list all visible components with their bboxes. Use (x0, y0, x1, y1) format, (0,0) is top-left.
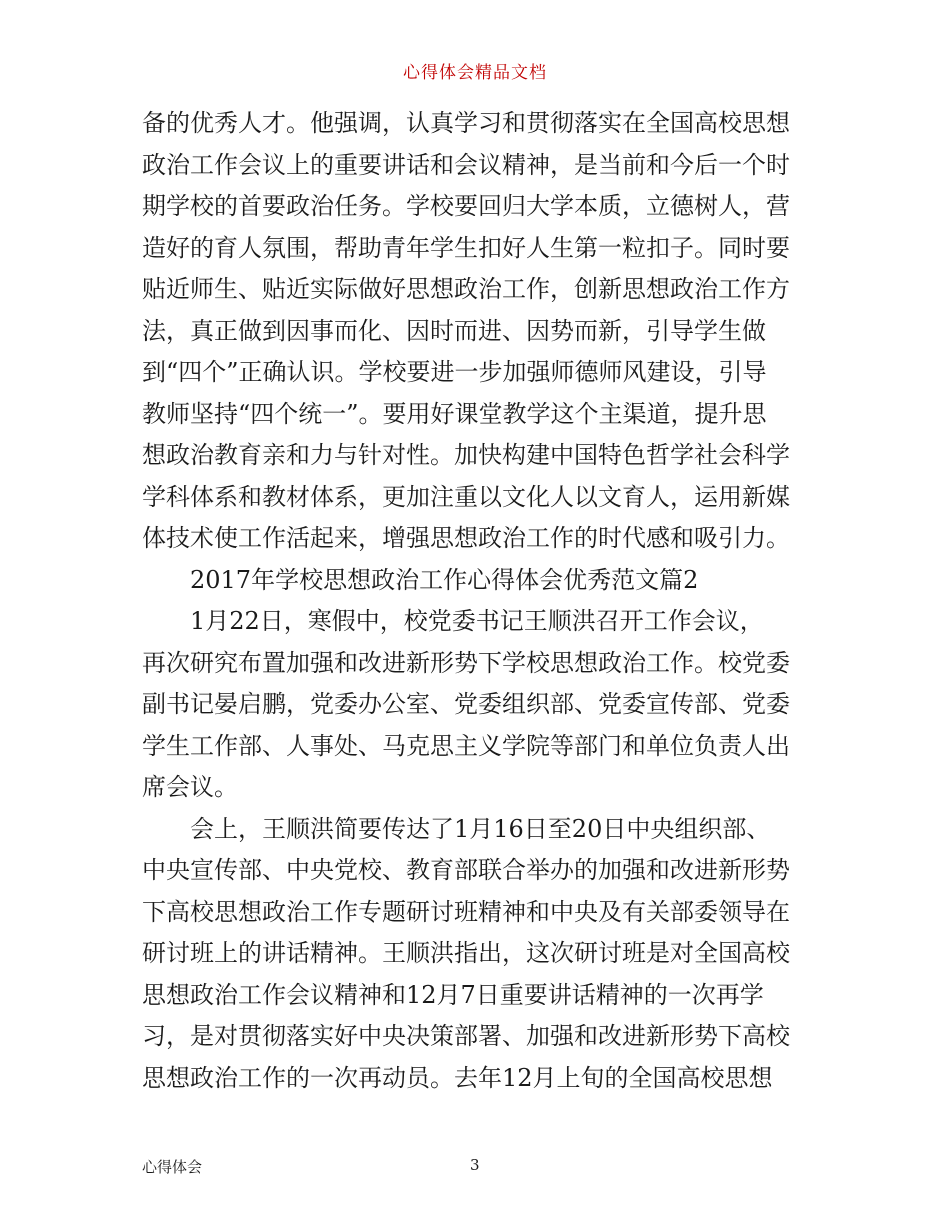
section-heading: 2017年学校思想政治工作心得体会优秀范文篇2 (142, 565, 699, 594)
text-line: 学科体系和教材体系，更加注重以文化人以文育人，运用新媒 (142, 482, 790, 511)
text-line: 期学校的首要政治任务。学校要回归大学本质，立德树人，营 (142, 192, 790, 220)
footer-label: 心得体会 (142, 1158, 203, 1176)
text-line: 政治工作会议上的重要讲话和会议精神，是当前和今后一个时 (142, 150, 790, 179)
text-line: 备的优秀人才。他强调，认真学习和贯彻落实在全国高校思想 (142, 109, 790, 137)
text-line: 教师坚持“四个统一”。要用好课堂教学这个主渠道，提升思 (142, 399, 767, 428)
text-line: 思想政治工作的一次再动员。去年12月上旬的全国高校思想 (142, 1063, 773, 1092)
text-line: 思想政治工作会议精神和12月7日重要讲话精神的一次再学 (142, 980, 764, 1009)
text-line: 研讨班上的讲话精神。王顺洪指出，这次研讨班是对全国高校 (142, 939, 790, 967)
text-line: 想政治教育亲和力与针对性。加快构建中国特色哲学社会科学 (142, 441, 790, 469)
text-line: 中央宣传部、中央党校、教育部联合举办的加强和改进新形势 (142, 856, 790, 884)
text-line: 下高校思想政治工作专题研讨班精神和中央及有关部委领导在 (142, 897, 790, 926)
text-line: 到“四个”正确认识。学校要进一步加强师德师风建设，引导 (142, 358, 767, 386)
text-line: 贴近师生、贴近实际做好思想政治工作，创新思想政治工作方 (142, 275, 790, 303)
page-header-title: 心得体会精品文档 (403, 63, 547, 83)
text-line: 再次研究布置加强和改进新形势下学校思想政治工作。校党委 (142, 648, 790, 677)
text-line: 习，是对贯彻落实好中央决策部署、加强和改进新形势下高校 (142, 1022, 790, 1050)
text-line: 副书记晏启鹏，党委办公室、党委组织部、党委宣传部、党委 (142, 690, 790, 718)
text-line: 学生工作部、人事处、马克思主义学院等部门和单位负责人出 (142, 731, 790, 760)
text-line: 造好的育人氛围，帮助青年学生扣好人生第一粒扣子。同时要 (142, 233, 790, 262)
page-number: 3 (470, 1156, 480, 1174)
text-line: 1月22日，寒假中，校党委书记王顺洪召开工作会议， (142, 607, 764, 635)
text-line: 席会议。 (142, 773, 238, 801)
text-line: 会上，王顺洪简要传达了1月16日至20日中央组织部、 (142, 814, 771, 843)
document-body (142, 103, 812, 1099)
text-line: 体技术使工作活起来，增强思想政治工作的时代感和吸引力。 (142, 524, 790, 552)
text-line: 法，真正做到因事而化、因时而进、因势而新，引导学生做 (142, 316, 766, 345)
